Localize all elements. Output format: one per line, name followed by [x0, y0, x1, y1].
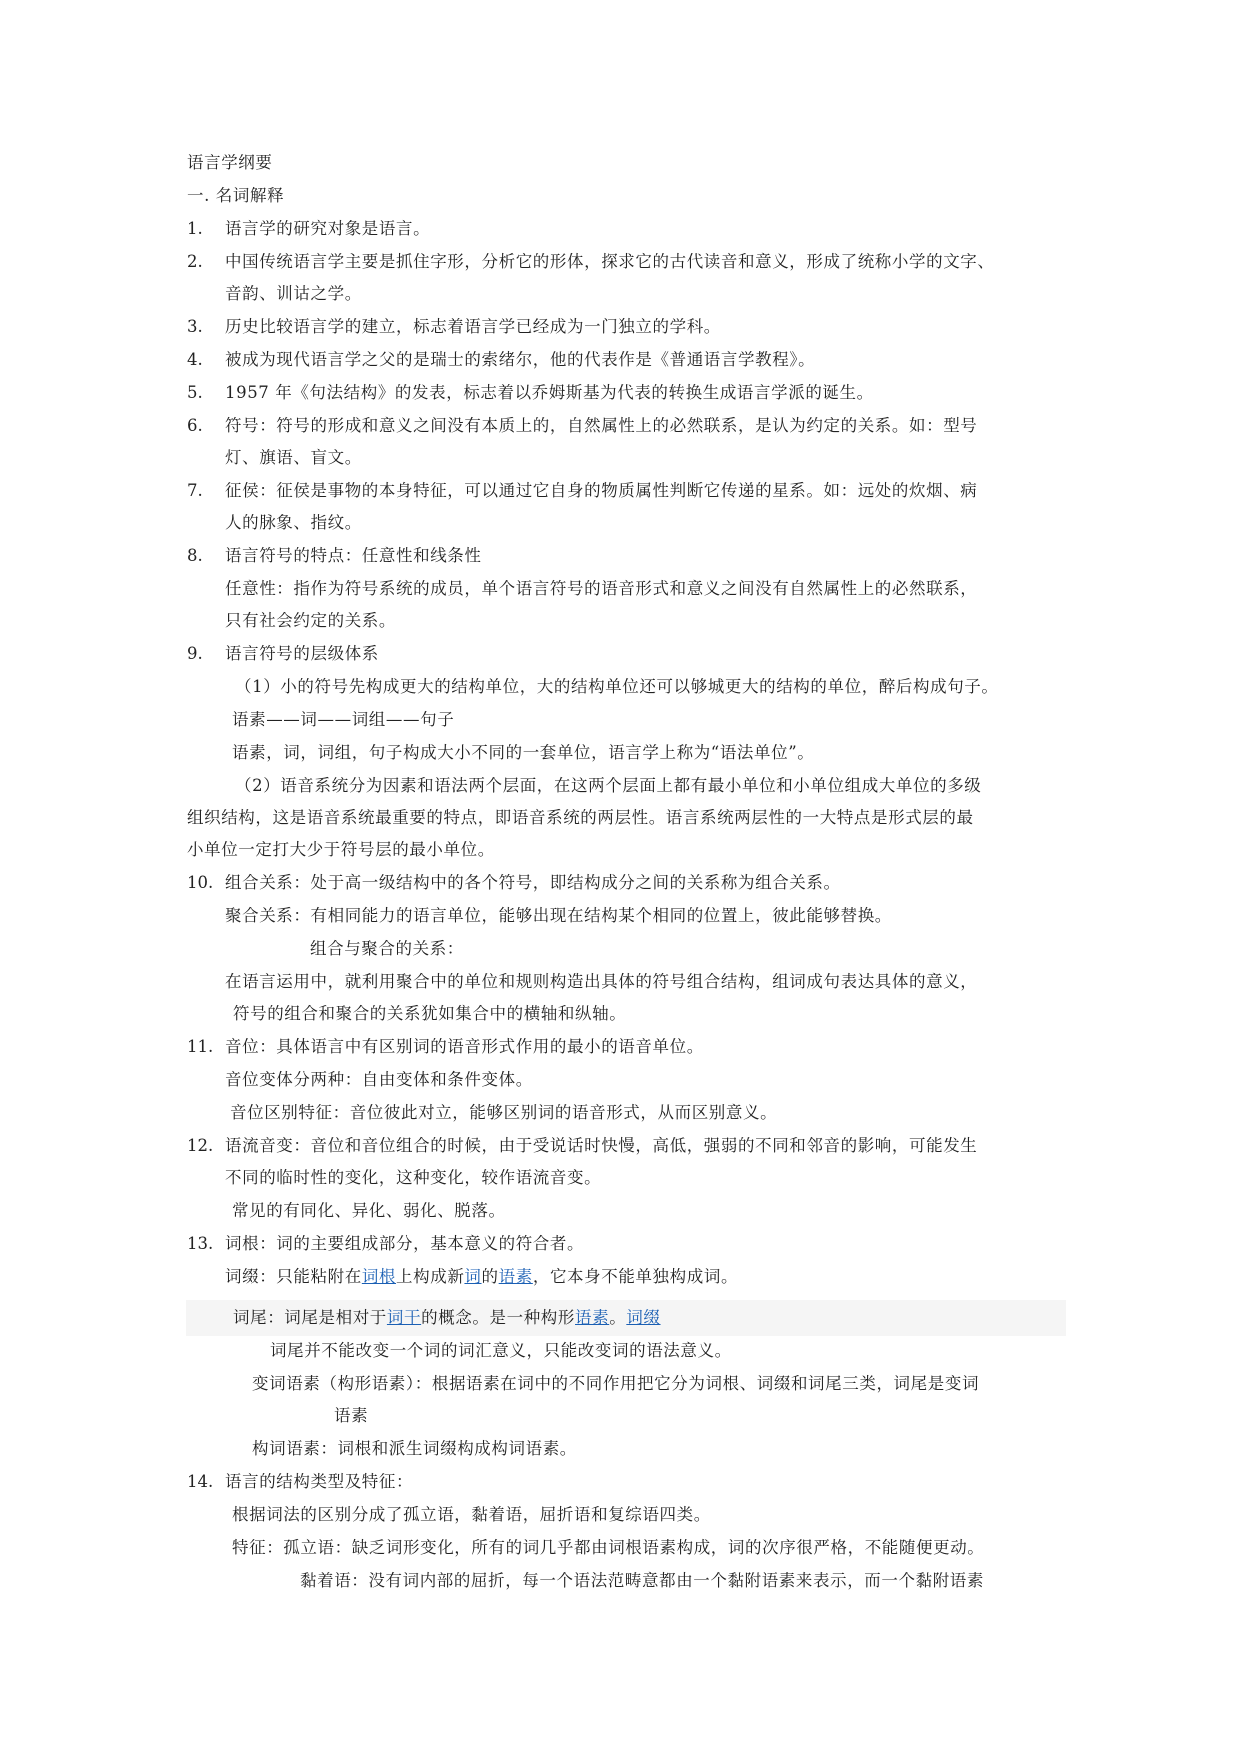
item-text: 词尾并不能改变一个词的词汇意义，只能改变词的语法意义。 — [270, 1341, 732, 1360]
item-text: 语流音变：音位和音位组合的时候，由于受说话时快慢，高低，强弱的不同和邻音的影响，可能发生 — [225, 1136, 978, 1155]
item-text: 聚合关系：有相同能力的语言单位，能够出现在结构某个相同的位置上，彼此能够替换。 — [225, 906, 892, 925]
text-span: 的 — [481, 1267, 499, 1286]
text-span: ，它本身不能单独构成词。 — [532, 1267, 739, 1286]
item-text: （2）语音系统分为因素和语法两个层面，在这两个层面上都有最小单位和小单位组成大单位的多级 — [235, 776, 982, 795]
item-text: 人的脉象、指纹。 — [225, 513, 362, 532]
item-number: 5. — [187, 383, 203, 402]
item-text: 语言学的研究对象是语言。 — [225, 219, 431, 238]
section-heading: 一. 名词解释 — [187, 186, 285, 205]
item-text: 常见的有同化、异化、弱化、脱落。 — [232, 1201, 506, 1220]
item-text: 组织结构，这是语音系统最重要的特点，即语音系统的两层性。语言系统两层性的一大特点是形式层的最 — [187, 808, 974, 827]
link-word[interactable]: 词 — [464, 1267, 482, 1286]
item-text: 符号的组合和聚合的关系犹如集合中的横轴和纵轴。 — [233, 1004, 627, 1023]
link-morpheme[interactable]: 语素 — [498, 1267, 533, 1286]
item-text: 变词语素（构形语素）：根据语素在词中的不同作用把它分为词根、词缀和词尾三类，词尾是变词 — [252, 1374, 980, 1393]
item-number: 4. — [187, 350, 203, 369]
item-text: 特征：孤立语：缺乏词形变化，所有的词几乎都由词根语素构成，词的次序很严格，不能随便更动。 — [232, 1538, 985, 1557]
text-span: 。 — [609, 1308, 627, 1327]
item-number: 13. — [187, 1234, 214, 1253]
item-text: 语言符号的层级体系 — [225, 644, 379, 663]
item-text: 黏着语：没有词内部的屈折，每一个语法范畴意都由一个黏附语素来表示，而一个黏附语素 — [300, 1571, 984, 1590]
item-text: 中国传统语言学主要是抓住字形，分析它的形体，探求它的古代读音和意义，形成了统称小学的文字、 — [225, 252, 995, 271]
item-text: 音位变体分两种：自由变体和条件变体。 — [225, 1070, 533, 1089]
item-text: 语素——词——词组——句子 — [232, 710, 455, 729]
text-span: 词缀：只能粘附在 — [225, 1267, 362, 1286]
item-text: 征侯：征侯是事物的本身特征，可以通过它自身的物质属性判断它传递的星系。如：远处的炊烟、病 — [225, 481, 978, 500]
document-title: 语言学纲要 — [187, 153, 273, 172]
item-number: 10. — [187, 873, 214, 892]
item-text: 任意性：指作为符号系统的成员，单个语言符号的语音形式和意义之间没有自然属性上的必然联系， — [225, 579, 978, 598]
item-number: 8. — [187, 546, 203, 565]
link-morpheme[interactable]: 语素 — [575, 1308, 610, 1327]
item-text: 符号：符号的形成和意义之间没有本质上的，自然属性上的必然联系，是认为约定的关系。如：型号 — [225, 416, 978, 435]
item-text: 在语言运用中，就利用聚合中的单位和规则构造出具体的符号组合结构，组词成句表达具体的意义， — [225, 972, 978, 991]
item-text: 组合关系：处于高一级结构中的各个符号，即结构成分之间的关系称为组合关系。 — [225, 873, 841, 892]
item-text: 组合与聚合的关系： — [310, 939, 464, 958]
item-text: 词根：词的主要组成部分，基本意义的符合者。 — [225, 1234, 585, 1253]
item-text: 只有社会约定的关系。 — [225, 611, 396, 630]
item-text: 音位：具体语言中有区别词的语音形式作用的最小的语音单位。 — [225, 1037, 704, 1056]
item-number: 7. — [187, 481, 203, 500]
text-span: 的概念。是一种构形 — [421, 1308, 576, 1327]
item-text: 灯、旗语、盲文。 — [225, 448, 362, 467]
item-text: 语素，词，词组，句子构成大小不同的一套单位，语言学上称为“语法单位”。 — [232, 743, 815, 762]
link-root[interactable]: 词根 — [361, 1267, 397, 1286]
item-text: 被成为现代语言学之父的是瑞士的索绪尔，他的代表作是《普通语言学教程》。 — [225, 350, 816, 369]
item-text: 根据词法的区别分成了孤立语，黏着语，屈折语和复综语四类。 — [232, 1505, 711, 1524]
item-text: 历史比较语言学的建立，标志着语言学已经成为一门独立的学科。 — [225, 317, 721, 336]
item-number: 14. — [187, 1472, 214, 1491]
item-text: 语言的结构类型及特征： — [225, 1472, 414, 1491]
item-number: 12. — [187, 1136, 214, 1155]
link-stem[interactable]: 词干 — [386, 1308, 422, 1327]
item-number: 3. — [187, 317, 203, 336]
item-text: 1957 年《句法结构》的发表，标志着以乔姆斯基为代表的转换生成语言学派的诞生。 — [225, 383, 874, 402]
item-text: （1）小的符号先构成更大的结构单位，大的结构单位还可以够城更大的结构的单位，醉后构成句子。 — [235, 677, 999, 696]
item-number: 1. — [187, 219, 203, 238]
item-number: 11. — [187, 1037, 214, 1056]
item-text: 语言符号的特点：任意性和线条性 — [225, 546, 482, 565]
item-text: 语素 — [334, 1406, 369, 1425]
item-text: 构词语素：词根和派生词缀构成构词语素。 — [252, 1439, 577, 1458]
text-span: 词尾：词尾是相对于 — [233, 1308, 387, 1327]
item-number: 9. — [187, 644, 203, 663]
item-text: 音韵、训诂之学。 — [225, 284, 362, 303]
suffix-definition-line — [233, 1306, 661, 1330]
item-text: 不同的临时性的变化，这种变化，较作语流音变。 — [225, 1168, 602, 1187]
item-text: 音位区别特征：音位彼此对立，能够区别词的语音形式，从而区别意义。 — [230, 1103, 778, 1122]
item-number: 2. — [187, 252, 203, 271]
affix-definition-line — [225, 1265, 738, 1289]
text-span: 上构成新 — [396, 1267, 465, 1286]
link-affix[interactable]: 词缀 — [626, 1308, 661, 1327]
item-number: 6. — [187, 416, 203, 435]
item-text: 小单位一定打大少于符号层的最小单位。 — [187, 840, 495, 859]
